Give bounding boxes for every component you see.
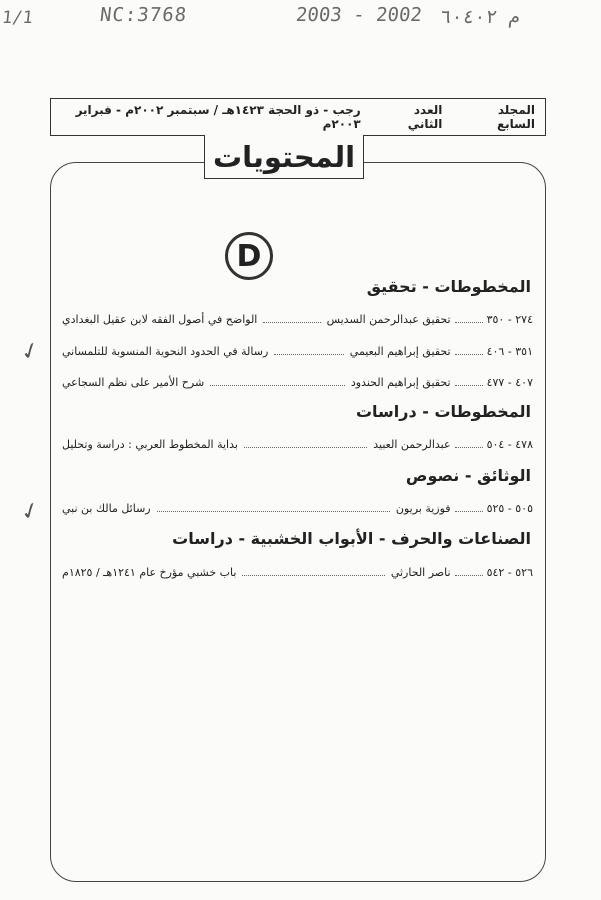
entry-pages: ٥٢٦ - ٥٤٢	[486, 566, 533, 579]
issue-header	[50, 98, 546, 136]
entry-author: فوزية بريون	[395, 502, 451, 515]
entry-pages: ٣٥١ - ٤٠٦	[486, 345, 533, 358]
handwritten-call-number: NC:3768	[98, 4, 189, 26]
entry-author: عبدالرحمن العبيد	[373, 438, 451, 451]
page-title-text: المحتويات	[212, 139, 356, 174]
entry-pages: ٤٠٧ - ٤٧٧	[486, 376, 533, 389]
handwritten-check-mark: ✓	[17, 334, 43, 368]
toc-entry[interactable]	[62, 376, 533, 392]
entry-author: تحقيق إبراهيم الحندود	[350, 376, 451, 389]
entry-title: رسالة في الحدود النحوية المنسوبة للتلمساني	[62, 345, 269, 358]
entry-title: بداية المخطوط العربي : دراسة وتحليل	[62, 438, 238, 451]
handwritten-years: 2003 - 2002	[294, 4, 423, 26]
dot-leader	[455, 313, 483, 323]
dot-leader	[455, 376, 483, 386]
dot-leader	[455, 502, 483, 512]
handwritten-code: م ٦٠٤٠٢	[438, 6, 522, 28]
entry-author: تحقيق عبدالرحمن السديس	[326, 313, 451, 326]
toc-entry[interactable]	[62, 566, 533, 582]
dot-leader	[157, 502, 390, 512]
page-title	[204, 135, 364, 179]
toc-entry[interactable]	[62, 345, 533, 361]
dot-leader	[455, 438, 483, 448]
dot-leader	[210, 376, 345, 386]
entry-pages: ٥٠٥ - ٥٢٥	[486, 502, 533, 515]
contents-frame	[50, 162, 546, 882]
dot-leader	[242, 566, 384, 576]
logo-letter: D	[236, 238, 262, 274]
entry-author: ناصر الحارثي	[390, 566, 451, 579]
issue-label: العدد الثاني	[407, 103, 443, 131]
section-heading-crafts-doors: الصناعات والحرف - الأبواب الخشبية - دراسات	[172, 529, 531, 548]
entry-title: الواضح في أصول الفقه لابن عقيل البغدادي	[62, 313, 258, 326]
dot-leader	[455, 345, 483, 355]
dot-leader	[455, 566, 483, 576]
entry-title: رسائل مالك بن نبي	[62, 502, 151, 515]
toc-entry[interactable]	[62, 438, 533, 454]
library-logo	[225, 232, 273, 280]
dot-leader	[244, 438, 367, 448]
entry-title: باب خشبي مؤرخ عام ١٢٤١هـ / ١٨٢٥م	[62, 566, 237, 579]
entry-author: تحقيق إبراهيم البعيمي	[349, 345, 451, 358]
dot-leader	[263, 313, 320, 323]
dot-leader	[274, 345, 344, 355]
toc-entry[interactable]	[62, 502, 533, 518]
section-heading-manuscripts-studies: المخطوطات - دراسات	[355, 402, 531, 421]
section-heading-documents-texts: الوثائق - نصوص	[405, 466, 531, 485]
handwritten-check-mark: ✓	[17, 494, 43, 528]
handwritten-page-count: 1/1	[0, 8, 34, 28]
section-heading-manuscripts-editing: المخطوطات - تحقيق	[366, 277, 531, 296]
entry-pages: ٢٧٤ - ٣٥٠	[486, 313, 533, 326]
volume-label: المجلد السابع	[496, 103, 535, 131]
entry-title: شرح الأمير على نظم السجاعي	[62, 376, 205, 389]
toc-entry[interactable]	[62, 313, 533, 329]
issue-date: رجب - ذو الحجة ١٤٢٣هـ / سبتمبر ٢٠٠٢م - فبراير ٢٠٠٣م	[75, 103, 361, 131]
entry-pages: ٤٧٨ - ٥٠٤	[486, 438, 533, 451]
